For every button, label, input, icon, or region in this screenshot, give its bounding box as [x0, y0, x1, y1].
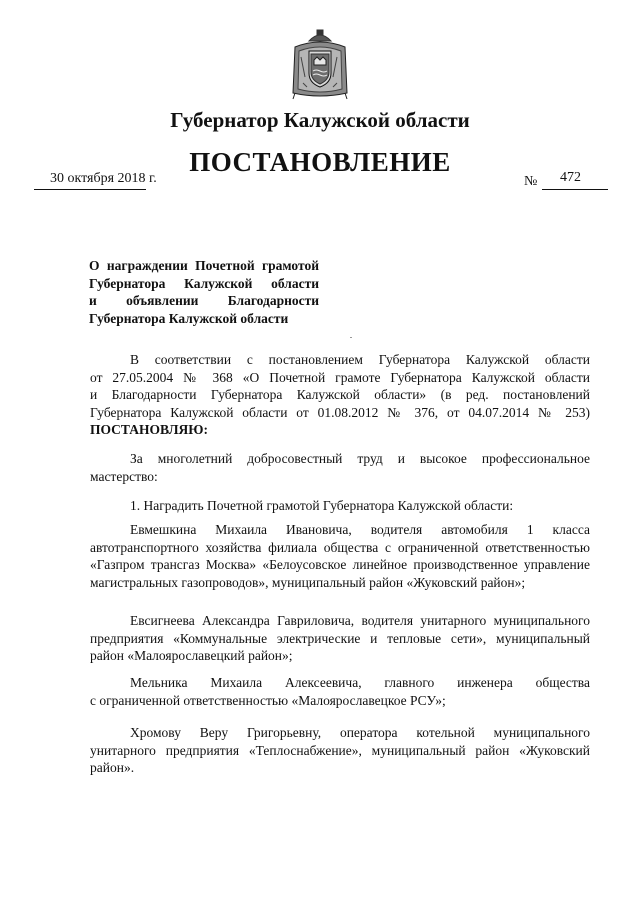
reason-paragraph: [90, 450, 590, 485]
subject-word: Благодарности: [227, 293, 320, 308]
item-1: 1. Наградить Почетной грамотой Губернатора Калужской области:: [130, 498, 514, 513]
text-line: Губернатора Калужской области от 01.08.2012 № 376, от 04.07.2014 № 253): [90, 404, 590, 420]
text-line: Евсигнеева Александра Гавриловича, водителя унитарного муниципального: [130, 613, 590, 628]
text-line: В соответствии с постановлением Губернатора Калужской области: [130, 352, 590, 367]
subject-line: [89, 292, 319, 310]
issuer-title: Губернатор Калужской области: [170, 108, 470, 132]
awardee-paragraph: [90, 724, 590, 777]
text-line: За многолетний добросовестный труд и высокое профессиональное: [130, 451, 590, 466]
text-line: магистральных газопроводов», муниципальный район «Жуковский район»;: [90, 574, 526, 590]
date-underline: [34, 189, 146, 190]
document-number: 472: [560, 170, 581, 185]
document-subject: [89, 257, 319, 327]
text-line: район «Малоярославецкий район»;: [90, 648, 293, 663]
text-line: предприятия «Коммунальные электрические и тепловые сети», муниципальный: [90, 630, 590, 646]
document-date: 30 октября 2018 г.: [50, 171, 157, 186]
text-line: Хромову Веру Григорьевну, оператора котельной муниципального: [130, 725, 590, 740]
text-line: Евмешкина Михаила Ивановича, водителя автомобиля 1 класса: [130, 522, 590, 537]
awardee-paragraph: [90, 521, 590, 591]
text-line: автотранспортного хозяйства филиала общества с ограниченной ответственностью: [90, 539, 590, 555]
text-line: «Газпром трансгаз Москва» «Белоусовское линейное производственное управление: [90, 557, 590, 572]
coat-of-arms: [287, 27, 353, 101]
text-line: Мельника Михаила Алексеевича, главного инженера общества: [130, 675, 590, 690]
awardee-paragraph: [90, 612, 590, 665]
number-label: №: [524, 174, 538, 189]
awardee-paragraph: [90, 674, 590, 709]
text-line: и Благодарности Губернатора Калужской области» (в ред. постановлений: [90, 387, 590, 402]
text-line: с ограниченной ответственностью «Малоярославецкое РСУ»;: [90, 692, 446, 708]
number-underline: [542, 189, 608, 190]
kaluga-coat-of-arms-icon: [287, 27, 353, 101]
subject-line: Губернатора Калужской области: [89, 310, 289, 326]
subject-word: объявлении: [126, 293, 199, 308]
scan-dot: [350, 337, 352, 338]
subject-line: О награждении Почетной грамотой: [89, 258, 319, 273]
preamble-paragraph: [90, 351, 590, 439]
text-line: унитарного предприятия «Теплоснабжение», муниципальный район «Жуковский: [90, 742, 590, 758]
document-type: ПОСТАНОВЛЕНИЕ: [189, 147, 451, 177]
decree-word: ПОСТАНОВЛЯЮ:: [90, 422, 208, 437]
text-line: район».: [90, 760, 135, 775]
subject-word: и: [89, 293, 97, 308]
subject-line: Губернатора Калужской области: [89, 275, 319, 291]
text-line: от 27.05.2004 № 368 «О Почетной грамоте Губернатора Калужской области: [90, 369, 590, 385]
text-line: мастерство:: [90, 468, 158, 484]
